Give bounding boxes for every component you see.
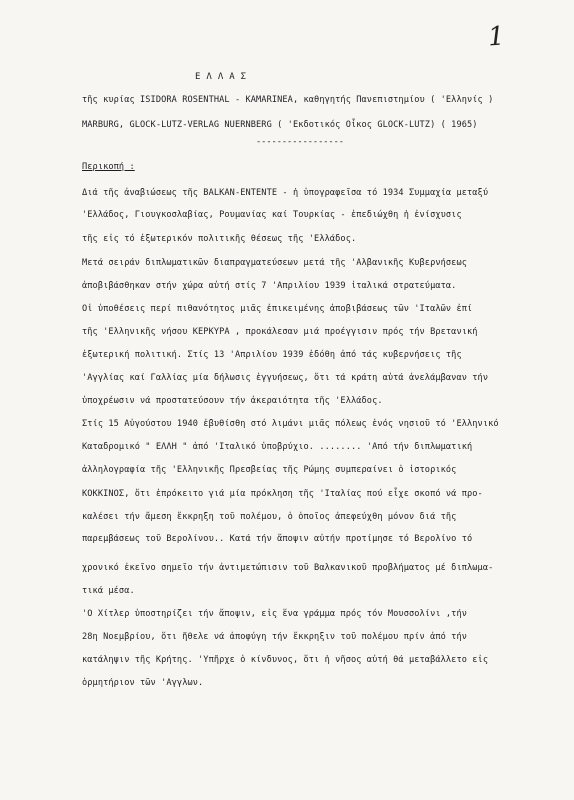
body-line: Διά τῆς ἀναβιώσεως τῆς BALKAN-ENTENTE - ἡ ὑπογραφεῖσα τό 1934 Συμμαχία μεταξύ <box>82 188 489 198</box>
body-line: ἐξωτερική πολιτική. Στίς 13 'Απριλίου 1939 ἐδόθη ἀπό τάς κυβερνήσεις τῆς <box>82 350 462 360</box>
body-line: ὁρμητήριον τῶν 'Αγγλων. <box>82 678 204 688</box>
body-line: 'Ελλάδος, Γιουγκοσλαβίας, Ρουμανίας καί Τουρκίας - ἐπεδιώχθη ἡ ἐνίσχυσις <box>82 210 462 220</box>
body-line: καλέσει τήν ἄμεση ἔκκρηξη τοῦ πολέμου, ὁ ὁποῖος ἀπεφεύχθη μόνον διά τῆς <box>82 512 457 522</box>
body-line: κατάληψιν τῆς Κρήτης. 'Υπῆρχε ὁ κίνδυνος, ὅτι ἡ νῆσος αὐτή θά μεταβάλλετο εἰς <box>82 655 489 665</box>
body-line: χρονικό ἐκεῖνο σημεῖο τήν ἀντιμετώπισιν τοῦ Βαλκανικοῦ προβλήματος μέ διπλωμα- <box>82 563 494 573</box>
citation-line: MARBURG, GLOCK-LUTZ-VERLAG NUERNBERG ( 'Εκδοτικός Οἶκος GLOCK-LUTZ) ( 1965) <box>82 120 478 130</box>
body-line: Οἱ ὑποθέσεις περί πιθανότητος μιᾶς ἐπικειμένης ἀποβιβάσεως τῶν 'Ιταλῶν ἐπί <box>82 304 473 314</box>
section-heading: Περικοπή : <box>82 162 135 172</box>
body-line: τῆς 'Ελληνικῆς νήσου ΚΕΡΚΥΡΑ , προκάλεσαν μιά προέγγισιν πρός τήν Βρετανική <box>82 327 478 337</box>
page-number: 1 <box>486 21 506 53</box>
separator-line: ----------------- <box>256 137 344 147</box>
body-line: ΚΟΚΚΙΝΟΣ, ὅτι ἐπρόκειτο γιά μία πρόκληση τῆς 'Ιταλίας πού εἶχε σκοπό νά προ- <box>82 489 483 499</box>
body-line: ἀλληλογραφία τῆς 'Ελληνικῆς Πρεσβείας τῆς Ρώμης συμπεραίνει ὁ ἱστορικός <box>82 465 457 475</box>
body-line: τικά μέσα. <box>82 586 135 596</box>
body-line: 'Ο Χίτλερ ὑποστηρίζει τήν ἄποψιν, εἰς ἕνα γράμμα πρός τόν Μουσσολίνι ,τήν <box>82 609 467 619</box>
body-line: Καταδρομικό " ΕΛΛΗ " ἀπό 'Ιταλικό ὑποβρύχιο. ........ 'Από τήν διπλωματική <box>82 442 473 452</box>
body-line: ἀποβιβάσθηκαν στήν χώρα αὐτή στίς 7 'Απριλίου 1939 ἰταλικά στρατεύματα. <box>82 281 457 291</box>
body-line: Στίς 15 Αὐγούστου 1940 ἐβυθίσθη στό λιμάνι μιᾶς πόλεως ἑνός νησιοῦ τό 'Ελληνικό <box>82 419 499 429</box>
body-line: τῆς εἰς τό ἐξωτερικόν πολιτικῆς θέσεως τῆς 'Ελλάδος. <box>82 234 357 244</box>
body-line: ὑποχρέωσιν νά προστατεύσουν τήν ἀκεραιότητα τῆς 'Ελλάδος. <box>82 396 383 406</box>
body-line: παρεμβάσεως τοῦ Βερολίνου.. Κατά τήν ἄποψιν αὐτήν προτίμησε τό Βερολίνο τό <box>82 534 473 544</box>
document-title: ΕΛΛΑΣ <box>195 72 253 82</box>
citation-line: τῆς κυρίας ISIDORA ROSENTHAL - KAMARINEA, καθηγητής Πανεπιστημίου ( 'Ελληνίς ) <box>82 95 494 105</box>
body-line: 'Αγγλίας καί Γαλλίας μία δήλωσις ἐγγυήσεως, ὅτι τά κράτη αὐτά ἀνελάμβαναν τήν <box>82 373 489 383</box>
body-line: 28η Νοεμβρίου, ὅτι ἤθελε νά ἀποφύγη τήν ἔκκρηξιν τοῦ πολέμου πρίν ἀπό τήν <box>82 632 467 642</box>
body-line: Μετά σειράν διπλωματικῶν διαπραγματεύσεων μετά τῆς 'Αλβανικῆς Κυβερνήσεως <box>82 258 467 268</box>
